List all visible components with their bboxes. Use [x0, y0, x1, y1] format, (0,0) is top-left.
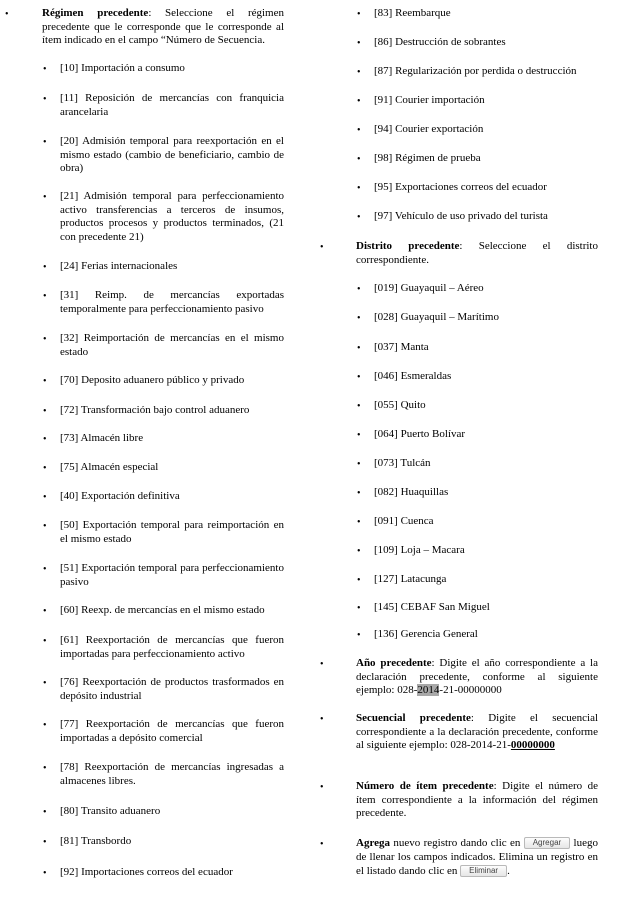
bullet: • [43, 64, 47, 75]
list-item: [11] Reposición de mercancías con franquicia arancelaria [60, 92, 284, 118]
numero-item-description [356, 780, 598, 821]
bullet: • [43, 376, 47, 387]
list-item: [51] Exportación temporal para perfeccionamiento pasivo [60, 562, 284, 588]
bullet: • [357, 67, 361, 78]
anio-precedente-label: Año precedente [356, 657, 432, 669]
list-item: [78] Reexportación de mercancías ingresadas a almacenes libres. [60, 761, 284, 787]
bullet: • [43, 807, 47, 818]
bullet: • [43, 291, 47, 302]
regimen-precedente-description [42, 7, 284, 48]
list-item: [064] Puerto Bolívar [374, 428, 466, 440]
bullet: • [43, 463, 47, 474]
list-item: [20] Admisión temporal para reexportación en el mismo estado (cambio de beneficiario, cambio de obra) [60, 135, 284, 174]
secuencial-highlight: 00000000 [510, 739, 555, 751]
agregar-button[interactable]: Agregar [524, 837, 570, 849]
list-item: [60] Reexp. de mercancías en el mismo estado [60, 604, 265, 616]
eliminar-button[interactable]: Eliminar [460, 865, 507, 877]
list-item: [109] Loja – Macara [374, 544, 465, 556]
anio-suffix: -21-00000000 [439, 684, 502, 696]
list-item: [037] Manta [374, 341, 429, 353]
list-item: [31] Reimp. de mercancías exportadas temporalmente para perfeccionamiento pasivo [60, 289, 284, 315]
list-item: [81] Transbordo [60, 835, 132, 847]
bullet: • [43, 837, 47, 848]
distrito-precedente-description [356, 240, 598, 267]
secuencial-precedente-label: Secuencial precedente [356, 712, 471, 724]
bullet: • [357, 154, 361, 165]
list-item: [77] Reexportación de mercancías que fueron importadas a depósito comercial [60, 718, 284, 744]
list-item: [97] Vehículo de uso privado del turista [374, 210, 548, 222]
bullet: • [357, 517, 361, 528]
bullet: • [357, 313, 361, 324]
list-item: [76] Reexportación de productos trasformados en depósito industrial [60, 676, 284, 702]
bullet: • [43, 406, 47, 417]
list-item: [86] Destrucción de sobrantes [374, 36, 506, 48]
bullet: • [43, 564, 47, 575]
bullet: • [357, 488, 361, 499]
list-item: [83] Reembarque [374, 7, 451, 19]
anio-precedente-description [356, 657, 598, 698]
bullet: • [320, 714, 324, 725]
list-item: [091] Cuenca [374, 515, 434, 527]
list-item: [98] Régimen de prueba [374, 152, 481, 164]
bullet: • [357, 603, 361, 614]
bullet: • [357, 401, 361, 412]
list-item: [32] Reimportación de mercancías en el mismo estado [60, 332, 284, 358]
list-item: [91] Courier importación [374, 94, 485, 106]
bullet: • [357, 96, 361, 107]
list-item: [21] Admisión temporal para perfeccionamiento activo transferencias a terceros de insumos, productos procesos y productos terminados, (21 con precedente 21) [60, 190, 284, 243]
bullet: • [43, 94, 47, 105]
regimen-precedente-text: : Seleccione el régimen precedente que le corresponde que le corresponde al ítem indicado en el campo “Número de Secuencia. [42, 7, 284, 46]
list-item: [95] Exportaciones correos del ecuador [374, 181, 547, 193]
bullet: • [320, 839, 324, 850]
bullet: • [357, 575, 361, 586]
list-item: [94] Courier exportación [374, 123, 484, 135]
bullet: • [5, 9, 9, 20]
bullet: • [357, 125, 361, 136]
bullet: • [43, 868, 47, 879]
regimen-precedente-label: Régimen precedente [42, 7, 149, 19]
list-item: [80] Transito aduanero [60, 805, 161, 817]
bullet: • [357, 284, 361, 295]
list-item: [24] Ferias internacionales [60, 260, 178, 272]
agrega-text-2: luego de llenar los campos indicados. Elimina un registro en el listado dando clic en [356, 837, 598, 877]
list-item: [70] Deposito aduanero público y privado [60, 374, 245, 386]
bullet: • [357, 430, 361, 441]
list-item: [046] Esmeraldas [374, 370, 452, 382]
bullet: • [43, 720, 47, 731]
bullet: • [357, 630, 361, 641]
agrega-text-3: . [507, 865, 510, 877]
list-item: [136] Gerencia General [374, 628, 478, 640]
bullet: • [43, 434, 47, 445]
bullet: • [357, 212, 361, 223]
agrega-description [356, 836, 598, 878]
agrega-label: Agrega [356, 837, 391, 849]
bullet: • [43, 334, 47, 345]
bullet: • [320, 242, 324, 253]
distrito-precedente-text: : Seleccione el distrito correspondiente. [356, 240, 598, 266]
list-item: [72] Transformación bajo control aduanero [60, 404, 250, 416]
numero-item-text: : Digite el número de ítem correspondiente a la información del régimen precedente. [356, 780, 598, 819]
bullet: • [320, 659, 324, 670]
secuencial-precedente-text: : Digite el secuencial correspondiente a la declaración precedente, conforme al siguiente ejemplo: 028-2014-21- [356, 712, 599, 751]
numero-item-label: Número de ítem precedente [356, 780, 494, 792]
bullet: • [43, 636, 47, 647]
agrega-text-1: nuevo registro dando clic en [390, 837, 524, 849]
list-item: [50] Exportación temporal para reimportación en el mismo estado [60, 519, 284, 545]
list-item: [073] Tulcán [374, 457, 431, 469]
list-item: [055] Quito [374, 399, 426, 411]
list-item: [40] Exportación definitiva [60, 490, 180, 502]
bullet: • [357, 372, 361, 383]
list-item: [92] Importaciones correos del ecuador [60, 866, 233, 878]
bullet: • [357, 546, 361, 557]
bullet: • [357, 183, 361, 194]
list-item: [019] Guayaquil – Aéreo [374, 282, 484, 294]
bullet: • [357, 343, 361, 354]
list-item: [082] Huaquillas [374, 486, 449, 498]
bullet: • [357, 9, 361, 20]
distrito-precedente-label: Distrito precedente [356, 240, 460, 252]
list-item: [87] Regularización por perdida o destrucción [374, 65, 577, 77]
anio-precedente-text: : Digite el año correspondiente a la declaración precedente, conforme al siguiente ejemplo: 028- [356, 657, 598, 696]
bullet: • [43, 492, 47, 503]
list-item: [028] Guayaquil – Marítimo [374, 311, 499, 323]
bullet: • [43, 606, 47, 617]
bullet: • [43, 763, 47, 774]
bullet: • [43, 137, 47, 148]
list-item: [10] Importación a consumo [60, 62, 185, 74]
bullet: • [357, 459, 361, 470]
list-item: [127] Latacunga [374, 573, 447, 585]
bullet: • [43, 521, 47, 532]
anio-highlight: 2014 [417, 684, 440, 696]
list-item: [75] Almacén especial [60, 461, 159, 473]
bullet: • [43, 678, 47, 689]
bullet: • [43, 262, 47, 273]
bullet: • [43, 192, 47, 203]
list-item: [73] Almacén libre [60, 432, 144, 444]
list-item: [61] Reexportación de mercancías que fueron importadas para perfeccionamiento activo [60, 634, 284, 660]
secuencial-precedente-description [356, 712, 598, 753]
list-item: [145] CEBAF San Miguel [374, 601, 490, 613]
bullet: • [320, 782, 324, 793]
bullet: • [357, 38, 361, 49]
